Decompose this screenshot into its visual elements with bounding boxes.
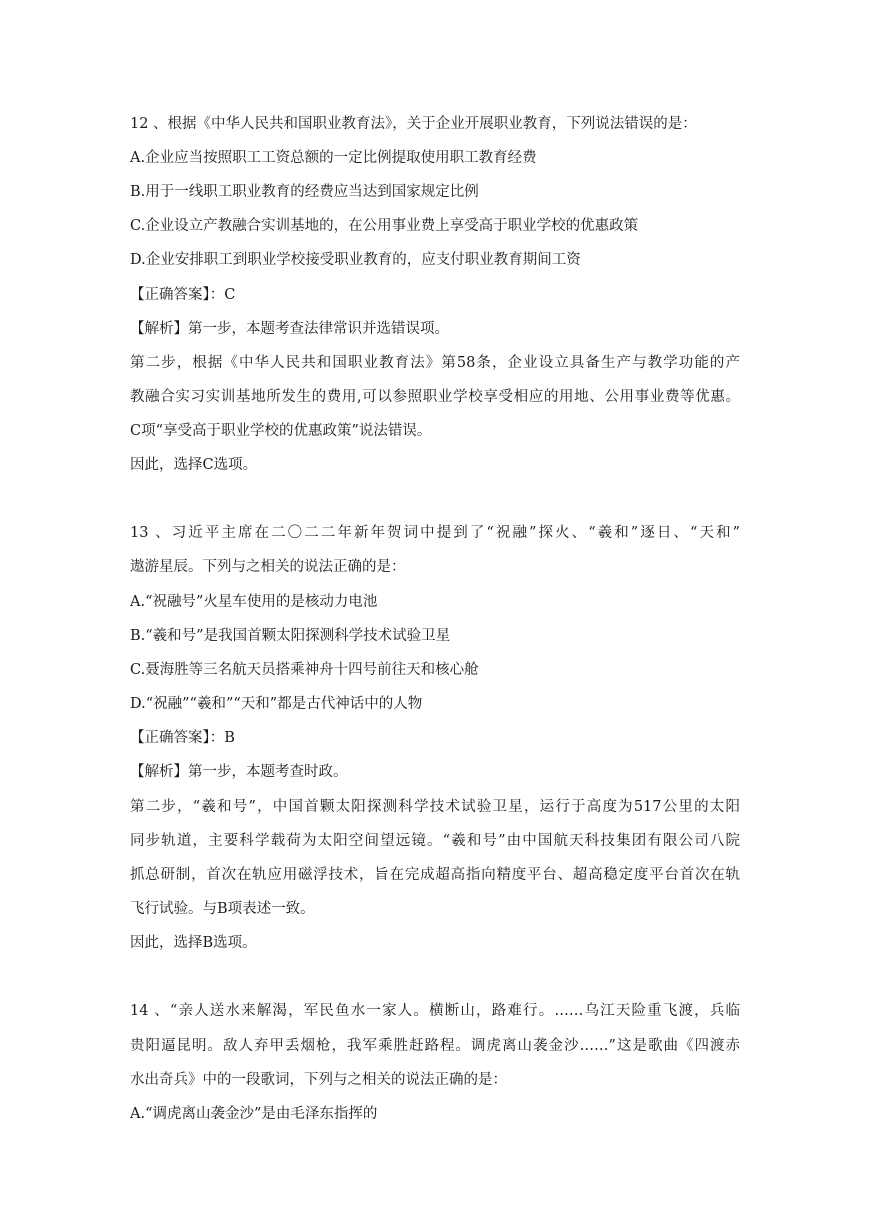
question-14-stem: 贵阳逼昆明。敌人弃甲丢烟枪，我军乘胜赶路程。调虎离山袭金沙……”这是歌曲《四渡赤 xyxy=(130,1038,740,1054)
question-13-analysis-line: 同步轨道，主要科学载荷为太阳空间望远镜。“羲和号”由中国航天科技集团有限公司八院 xyxy=(130,833,740,849)
question-12-option-c: C.企业设立产教融合实训基地的，在公用事业费上享受高于职业学校的优惠政策 xyxy=(130,218,639,234)
question-13-analysis-line: 第二步，“羲和号”，中国首颗太阳探测科学技术试验卫星，运行于高度为517公里的太阳 xyxy=(130,799,740,815)
question-14-stem: 14 、“亲人送水来解渴，军民鱼水一家人。横断山，路难行。……乌江天险重飞渡，兵临 xyxy=(130,1003,740,1019)
question-13-stem: 遨游星辰。下列与之相关的说法正确的是： xyxy=(130,559,406,575)
question-12-stem: 12 、根据《中华人民共和国职业教育法》，关于企业开展职业教育，下列说法错误的是： xyxy=(130,116,697,132)
question-13-option-d: D.“祝融”“羲和”“天和”都是古代神话中的人物 xyxy=(130,696,423,712)
question-12-option-d: D.企业安排职工到职业学校接受职业教育的，应支付职业教育期间工资 xyxy=(130,252,581,268)
question-13-stem: 13 、习近平主席在二〇二二年新年贺词中提到了“祝融”探火、“羲和”逐日、“天和” xyxy=(130,525,740,541)
question-13-option-c: C.聂海胜等三名航天员搭乘神舟十四号前往天和核心舱 xyxy=(130,662,479,678)
question-12-option-b: B.用于一线职工职业教育的经费应当达到国家规定比例 xyxy=(130,184,479,200)
question-12-analysis-line: 第二步，根据《中华人民共和国职业教育法》第58条，企业设立具备生产与教学功能的产 xyxy=(130,355,740,371)
question-12-analysis-line: 因此，选择C选项。 xyxy=(130,457,258,473)
question-14-option-a: A.“调虎离山袭金沙”是由毛泽东指挥的 xyxy=(130,1106,378,1122)
question-12-option-a: A.企业应当按照职工工资总额的一定比例提取使用职工教育经费 xyxy=(130,150,537,166)
question-13-analysis-line: 【解析】第一步，本题考查时政。 xyxy=(130,764,348,780)
question-12-analysis-line: 【解析】第一步，本题考查法律常识并选错误项。 xyxy=(130,321,449,337)
question-14-stem: 水出奇兵》中的一段歌词，下列与之相关的说法正确的是： xyxy=(130,1072,507,1088)
question-13-option-b: B.“羲和号”是我国首颗太阳探测科学技术试验卫星 xyxy=(130,628,451,644)
question-13-analysis-line: 飞行试验。与B项表述一致。 xyxy=(130,901,315,917)
question-13-analysis-line: 因此，选择B选项。 xyxy=(130,935,257,951)
question-12-answer: 【正确答案】：C xyxy=(130,287,236,303)
question-12-analysis-line: 教融合实习实训基地所发生的费用,可以参照职业学校享受相应的用地、公用事业费等优惠。 xyxy=(130,389,740,405)
question-13-answer: 【正确答案】：B xyxy=(130,730,235,746)
question-13-option-a: A.“祝融号”火星车使用的是核动力电池 xyxy=(130,594,378,610)
question-12-analysis-line: C项“享受高于职业学校的优惠政策”说法错误。 xyxy=(130,423,432,439)
question-13-analysis-line: 抓总研制，首次在轨应用磁浮技术，旨在完成超高指向精度平台、超高稳定度平台首次在轨 xyxy=(130,867,740,883)
